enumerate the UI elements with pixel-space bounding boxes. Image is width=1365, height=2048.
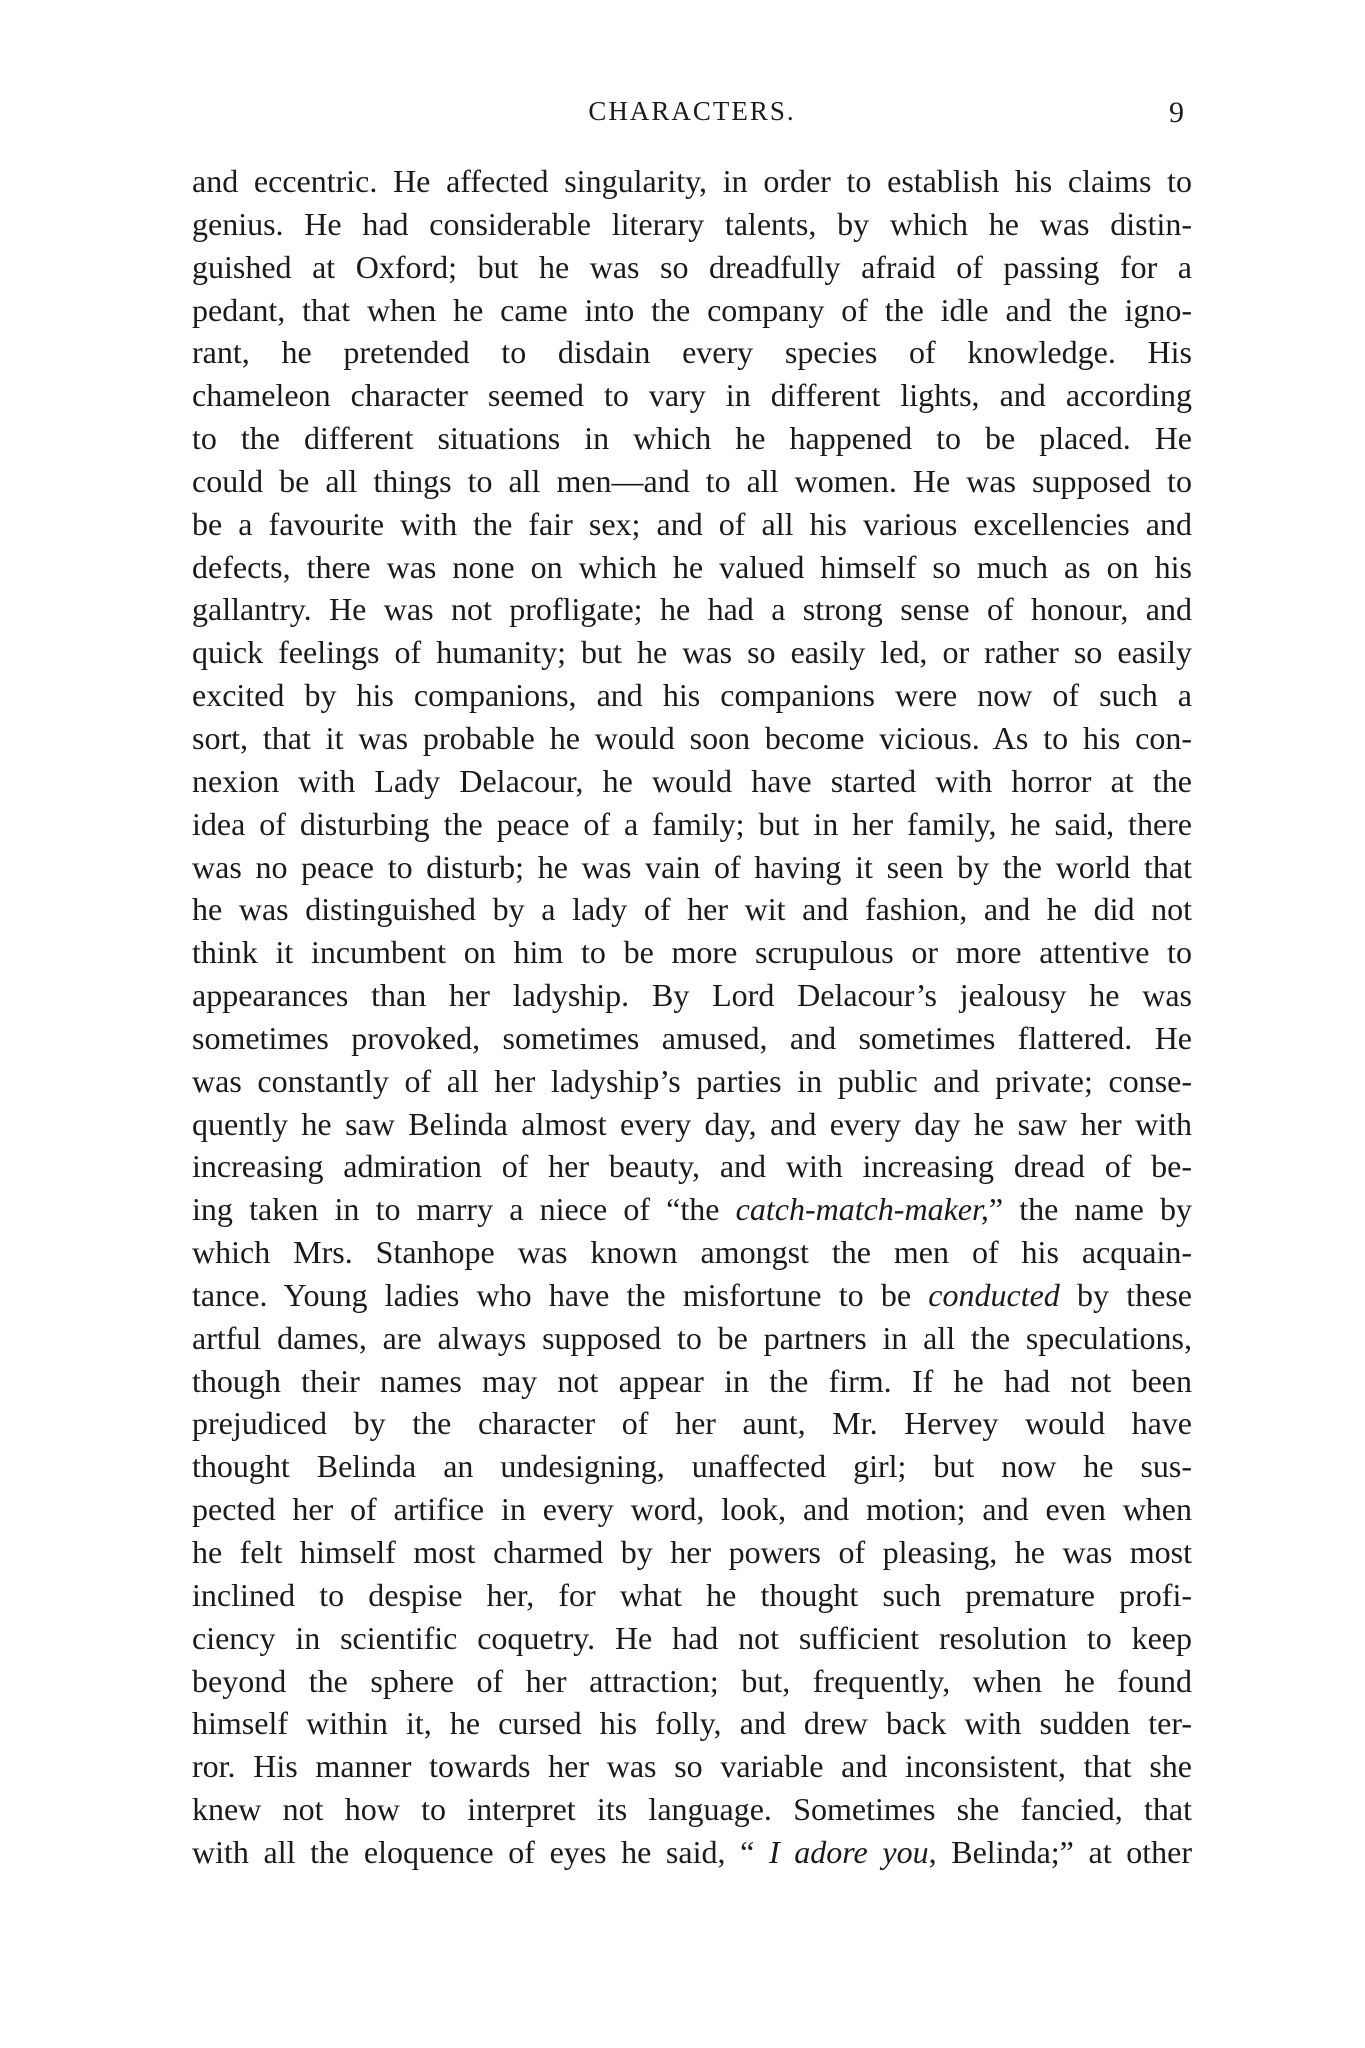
text-line — [192, 246, 1192, 289]
text-segment: tance. Young ladies who have the misfortune to be — [192, 1276, 929, 1313]
text-segment: sort, that it was probable he would soon become vicious. As to his con- — [192, 719, 1192, 756]
text-line — [192, 1488, 1192, 1531]
text-segment: pected her of artifice in every word, look, and motion; and even when — [192, 1491, 1192, 1528]
italic-text: I adore you — [768, 1833, 929, 1870]
text-segment: could be all things to all men—and to all women. He was supposed to — [192, 462, 1192, 499]
text-line — [192, 1531, 1192, 1574]
text-segment: by these — [1059, 1276, 1192, 1313]
text-line — [192, 460, 1192, 503]
text-line — [192, 1103, 1192, 1146]
text-line — [192, 931, 1192, 974]
text-segment: and eccentric. He affected singularity, in order to establish his claims to — [192, 163, 1192, 199]
text-line — [192, 1702, 1192, 1745]
text-line — [192, 588, 1192, 631]
body-text — [192, 160, 1192, 1874]
text-line — [192, 1060, 1192, 1103]
text-line — [192, 1360, 1192, 1403]
text-segment: , Belinda;” at other — [928, 1833, 1192, 1870]
text-line — [192, 1231, 1192, 1274]
italic-text: conducted — [928, 1276, 1060, 1313]
text-segment: chameleon character seemed to vary in different lights, and according — [192, 377, 1192, 414]
text-segment: excited by his companions, and his companions were now of such a — [192, 677, 1192, 714]
text-segment: rant, he pretended to disdain every species of knowledge. His — [192, 334, 1192, 371]
text-segment: knew not how to interpret its language. Sometimes she fancied, that — [192, 1791, 1192, 1828]
text-line — [192, 803, 1192, 846]
text-line — [192, 289, 1192, 332]
text-segment: think it incumbent on him to be more scrupulous or more attentive to — [192, 934, 1192, 971]
text-line — [192, 1317, 1192, 1360]
text-line — [192, 417, 1192, 460]
page-number: 9 — [1169, 96, 1184, 129]
text-line — [192, 1017, 1192, 1060]
text-segment: himself within it, he cursed his folly, and drew back with sudden ter- — [192, 1705, 1192, 1742]
text-line — [192, 1402, 1192, 1445]
text-segment: beyond the sphere of her attraction; but, frequently, when he found — [192, 1662, 1192, 1699]
running-head — [192, 96, 1192, 136]
text-segment: with all the eloquence of eyes he said, “ — [192, 1833, 769, 1870]
text-line — [192, 717, 1192, 760]
text-line — [192, 1660, 1192, 1703]
text-segment: idea of disturbing the peace of a family; but in her family, he said, there — [192, 805, 1192, 842]
text-line — [192, 1274, 1192, 1317]
text-line — [192, 674, 1192, 717]
text-line — [192, 1445, 1192, 1488]
running-title: CHARACTERS. — [588, 96, 796, 126]
text-line — [192, 1788, 1192, 1831]
text-segment: defects, there was none on which he valued himself so much as on his — [192, 548, 1192, 585]
text-line — [192, 631, 1192, 674]
text-line — [192, 760, 1192, 803]
text-segment: ing taken in to marry a niece of “the — [192, 1191, 736, 1228]
text-line — [192, 1745, 1192, 1788]
text-segment: genius. He had considerable literary talents, by which he was distin- — [192, 205, 1192, 242]
text-segment: he was distinguished by a lady of her wit and fashion, and he did not — [192, 891, 1192, 928]
text-line — [192, 331, 1192, 374]
text-line — [192, 1574, 1192, 1617]
text-segment: he felt himself most charmed by her powers of pleasing, he was most — [192, 1534, 1192, 1570]
text-segment: pedant, that when he came into the company of the idle and the igno- — [192, 291, 1192, 328]
text-line — [192, 888, 1192, 931]
text-line — [192, 160, 1192, 203]
text-segment: artful dames, are always supposed to be partners in all the speculations, — [192, 1319, 1192, 1356]
text-segment: increasing admiration of her beauty, and with increasing dread of be- — [192, 1148, 1192, 1185]
text-segment: nexion with Lady Delacour, he would have started with horror at the — [192, 762, 1192, 799]
text-segment: be a favourite with the fair sex; and of all his various excellencies and — [192, 505, 1192, 542]
text-line — [192, 1188, 1192, 1231]
italic-text: catch-match-maker, — [735, 1191, 989, 1228]
text-segment: was constantly of all her ladyship’s parties in public and private; conse- — [192, 1062, 1192, 1099]
text-segment: appearances than her ladyship. By Lord Delacour’s jealousy he was — [192, 977, 1192, 1014]
text-segment: thought Belinda an undesigning, unaffected girl; but now he sus- — [192, 1448, 1192, 1485]
text-segment: quick feelings of humanity; but he was so easily led, or rather so easily — [192, 634, 1192, 671]
text-line — [192, 1145, 1192, 1188]
text-segment: guished at Oxford; but he was so dreadfully afraid of passing for a — [192, 248, 1192, 285]
text-segment: prejudiced by the character of her aunt, Mr. Hervey would have — [192, 1405, 1192, 1442]
text-line — [192, 374, 1192, 417]
text-segment: ” the name by — [988, 1191, 1192, 1228]
text-segment: though their names may not appear in the firm. If he had not been — [192, 1362, 1192, 1399]
text-line — [192, 503, 1192, 546]
text-segment: ror. His manner towards her was so variable and inconsistent, that she — [192, 1748, 1192, 1785]
text-line — [192, 974, 1192, 1017]
text-segment: to the different situations in which he happened to be placed. He — [192, 420, 1192, 457]
text-segment: quently he saw Belinda almost every day, and every day he saw her with — [192, 1105, 1192, 1142]
text-line — [192, 203, 1192, 246]
text-segment: ciency in scientific coquetry. He had not sufficient resolution to keep — [192, 1619, 1192, 1656]
text-line — [192, 1617, 1192, 1660]
text-segment: was no peace to disturb; he was vain of having it seen by the world that — [192, 848, 1192, 885]
text-segment: gallantry. He was not profligate; he had a strong sense of honour, and — [192, 591, 1192, 628]
text-line — [192, 546, 1192, 589]
text-segment: sometimes provoked, sometimes amused, and sometimes flattered. He — [192, 1019, 1192, 1056]
text-line — [192, 846, 1192, 889]
text-segment: inclined to despise her, for what he thought such premature profi- — [192, 1576, 1192, 1613]
text-line — [192, 1831, 1192, 1874]
text-segment: which Mrs. Stanhope was known amongst the men of his acquain- — [192, 1234, 1192, 1271]
